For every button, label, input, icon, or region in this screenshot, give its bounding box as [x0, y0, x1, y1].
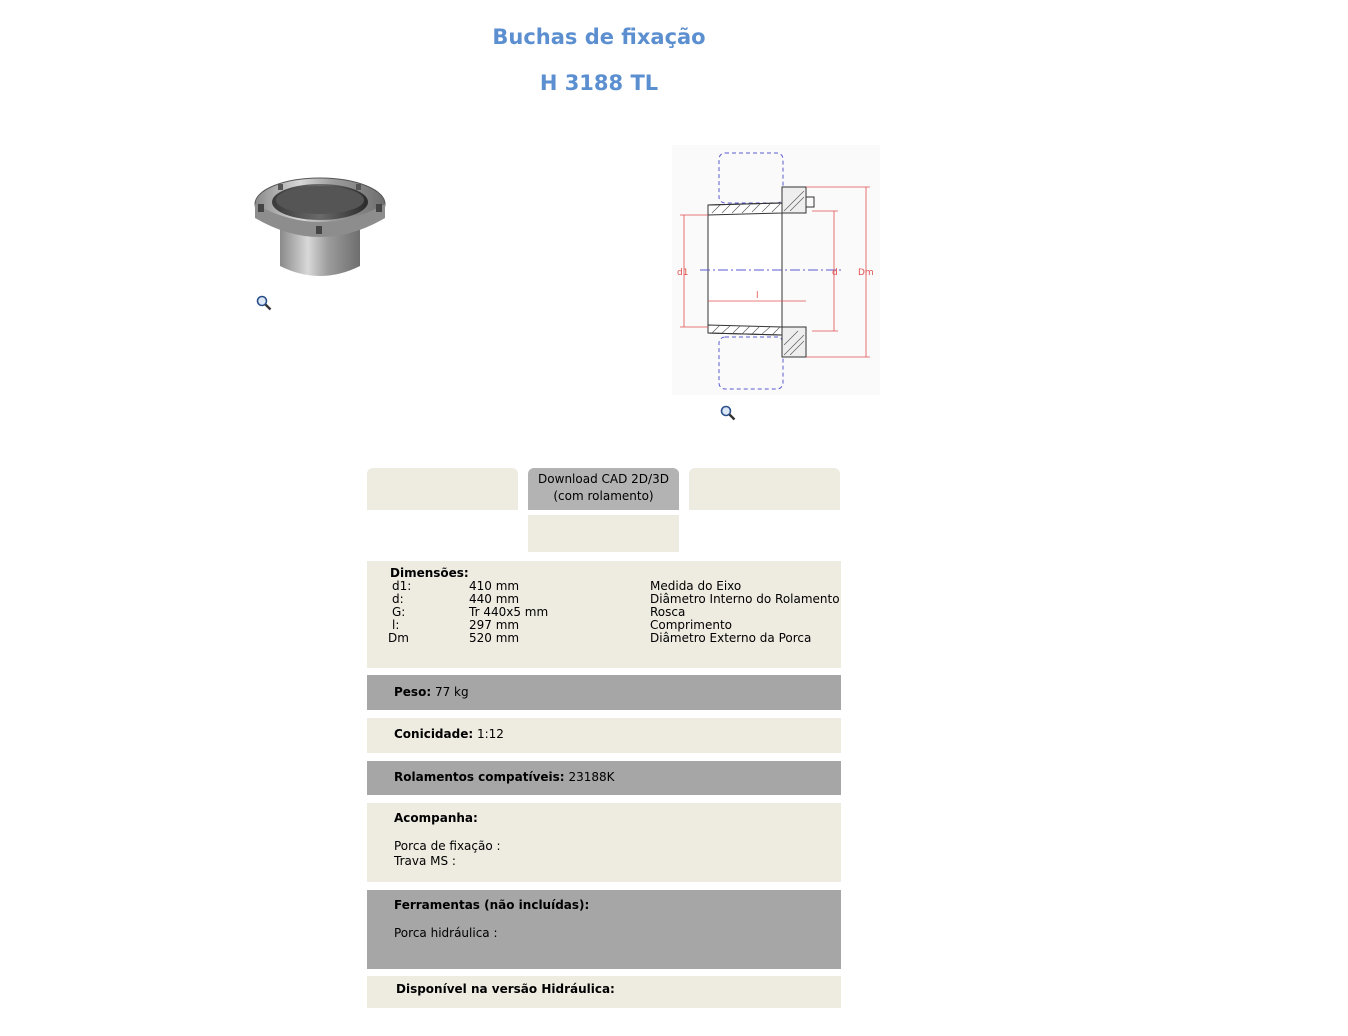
page-title: Buchas de fixação — [492, 25, 706, 49]
dimension-desc: Comprimento — [650, 618, 733, 632]
tools-panel — [367, 890, 841, 969]
label-d: d — [832, 268, 838, 278]
tab-left[interactable] — [367, 468, 518, 510]
compatible-bearings-panel — [367, 761, 841, 795]
label-l: l — [756, 291, 759, 301]
compatible-bearings-value[interactable]: 23188K — [568, 770, 615, 784]
product-photo[interactable] — [250, 166, 390, 284]
magnifier-icon[interactable] — [256, 295, 272, 311]
tools-label: Ferramentas (não incluídas): — [394, 898, 590, 912]
label-d1: d1 — [677, 268, 689, 278]
dimension-key: l: — [392, 618, 400, 632]
dimension-row — [367, 593, 841, 606]
download-cad-panel — [528, 515, 679, 552]
magnifier-icon[interactable] — [720, 405, 736, 421]
taper-label: Conicidade: — [394, 727, 474, 741]
dimensions-heading: Dimensões: — [390, 566, 469, 580]
dimension-row — [367, 606, 841, 619]
dimension-desc: Rosca — [650, 605, 686, 619]
compatible-bearings-label: Rolamentos compatíveis: — [394, 770, 565, 784]
included-items-label: Acompanha: — [394, 811, 478, 825]
dimension-key: d1: — [392, 579, 412, 593]
dimension-desc: Diâmetro Interno do Rolamento — [650, 592, 840, 606]
hydraulic-version-panel — [367, 976, 841, 1008]
included-item: Trava MS : — [394, 854, 456, 868]
weight-value: 77 kg — [434, 685, 469, 699]
included-item: Porca de fixação : — [394, 839, 501, 853]
dimension-desc: Diâmetro Externo da Porca — [650, 631, 812, 645]
dimension-row — [367, 632, 841, 645]
download-cad-label: Download CAD 2D/3D — [538, 472, 669, 486]
hydraulic-version-label: Disponível na versão Hidráulica: — [396, 982, 615, 996]
dimension-key: G: — [392, 605, 406, 619]
weight-label: Peso: — [394, 685, 432, 699]
taper-panel — [367, 718, 841, 753]
dimension-value: Tr 440x5 mm — [469, 605, 549, 619]
dimension-key: d: — [392, 592, 404, 606]
label-dm: Dm — [858, 268, 874, 278]
technical-drawing[interactable] — [672, 145, 880, 395]
taper-value: 1:12 — [476, 727, 504, 741]
download-cad-sublabel: (com rolamento) — [553, 489, 654, 503]
dimension-desc: Medida do Eixo — [650, 579, 742, 593]
product-model: H 3188 TL — [539, 71, 659, 95]
dimension-value: 297 mm — [469, 618, 520, 632]
tab-right[interactable] — [689, 468, 840, 510]
dimension-key: Dm — [388, 631, 409, 645]
download-cad-tab[interactable] — [528, 468, 679, 510]
dimensions-panel — [367, 561, 841, 668]
dimension-value: 520 mm — [469, 631, 520, 645]
dimension-value: 440 mm — [469, 592, 520, 606]
dimension-value: 410 mm — [469, 579, 520, 593]
weight-panel — [367, 675, 841, 710]
tool-item: Porca hidráulica : — [394, 926, 498, 940]
included-items-panel — [367, 803, 841, 882]
